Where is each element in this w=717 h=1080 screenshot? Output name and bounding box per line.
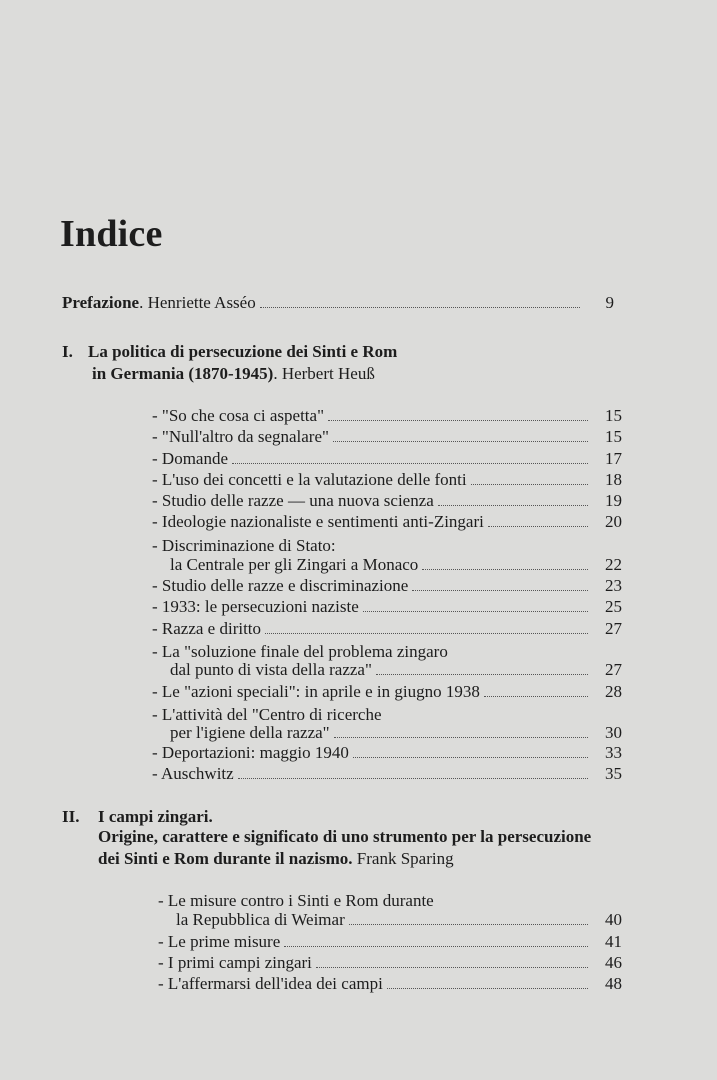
page-number: 9	[605, 293, 614, 312]
toc-entry-prefazione	[62, 293, 614, 314]
chapter-number: I.	[62, 342, 73, 361]
toc-entry	[176, 910, 622, 931]
toc-entry	[152, 512, 622, 533]
page-title: Indice	[60, 213, 163, 255]
entry-title-continued: per l'igiene della razza"	[170, 723, 330, 742]
page-number: 40	[605, 910, 622, 929]
leader-dots	[471, 472, 588, 485]
chapter-author: . Herbert Heuß	[273, 364, 375, 383]
page-number: 15	[605, 406, 622, 425]
entry-title: - L'affermarsi dell'idea dei campi	[158, 974, 383, 993]
toc-entry	[152, 619, 622, 640]
page-number: 30	[605, 723, 622, 742]
chapter-1-heading-line2	[92, 364, 375, 384]
page-number: 25	[605, 597, 622, 616]
toc-entry	[152, 597, 622, 618]
page-number: 19	[605, 491, 622, 510]
toc-entry	[152, 406, 622, 427]
entry-title-continued: la Centrale per gli Zingari a Monaco	[170, 555, 419, 574]
leader-dots	[376, 662, 588, 675]
page-number: 27	[605, 660, 622, 679]
page-number: 27	[605, 619, 622, 638]
entry-title: - Le "azioni speciali": in aprile e in giugno 1938	[152, 682, 480, 701]
leader-dots	[353, 745, 588, 758]
entry-title: - "Null'altro da segnalare"	[152, 427, 329, 446]
leader-dots	[422, 557, 588, 570]
leader-dots	[284, 934, 588, 947]
chapter-title: La politica di persecuzione dei Sinti e Rom	[88, 342, 398, 361]
entry-title-continued: la Repubblica di Weimar	[176, 910, 345, 929]
chapter-title: I campi zingari.	[98, 807, 213, 826]
chapter-1-heading	[62, 342, 397, 362]
leader-dots	[238, 766, 588, 779]
entry-title: - L'attività del "Centro di ricerche	[152, 705, 382, 724]
prefazione-label: Prefazione	[62, 293, 140, 312]
leader-dots	[349, 912, 588, 925]
leader-dots	[438, 493, 588, 506]
page-number: 23	[605, 576, 622, 595]
page-number: 17	[605, 449, 622, 468]
page-number: 41	[605, 932, 622, 951]
page-number: 28	[605, 682, 622, 701]
leader-dots	[260, 295, 580, 308]
page-number: 33	[605, 743, 622, 762]
toc-entry	[152, 764, 622, 785]
page-number: 15	[605, 427, 622, 446]
entry-title: - L'uso dei concetti e la valutazione delle fonti	[152, 470, 467, 489]
chapter-2-heading-line3	[98, 849, 454, 869]
page-number: 35	[605, 764, 622, 783]
entry-title: - Ideologie nazionaliste e sentimenti anti-Zingari	[152, 512, 484, 531]
toc-entry	[152, 470, 622, 491]
entry-title: - Domande	[152, 449, 229, 468]
toc-entry	[152, 427, 622, 448]
entry-title: - Razza e diritto	[152, 619, 262, 638]
chapter-author: Frank Sparing	[352, 849, 454, 868]
page-number: 46	[605, 953, 622, 972]
page-number: 20	[605, 512, 622, 531]
leader-dots	[387, 976, 588, 989]
leader-dots	[334, 725, 588, 738]
chapter-title: dei Sinti e Rom durante il nazismo.	[98, 849, 353, 868]
leader-dots	[316, 955, 588, 968]
chapter-2-heading-line2: Origine, carattere e significato di uno strumento per la persecuzione	[98, 827, 592, 846]
entry-title: - La "soluzione finale del problema zingaro	[152, 642, 448, 661]
toc-entry	[152, 576, 622, 597]
page-number: 22	[605, 555, 622, 574]
toc-entry	[152, 682, 622, 703]
leader-dots	[333, 429, 588, 442]
toc-entry	[152, 491, 622, 512]
entry-title: - "So che cosa ci aspetta"	[152, 406, 325, 425]
toc-entry	[152, 449, 622, 470]
toc-entry	[170, 555, 622, 576]
entry-title: - Studio delle razze — una nuova scienza	[152, 491, 434, 510]
entry-title-continued: dal punto di vista della razza"	[170, 660, 372, 679]
page-number: 48	[605, 974, 622, 993]
chapter-2-heading	[62, 807, 213, 827]
entry-title: - Discriminazione di Stato:	[152, 536, 336, 555]
toc-entry	[152, 743, 622, 764]
prefazione-author: . Henriette Asséo	[139, 293, 256, 312]
leader-dots	[488, 514, 588, 527]
leader-dots	[412, 578, 588, 591]
toc-entry	[158, 932, 622, 953]
leader-dots	[328, 408, 588, 421]
chapter-number: II.	[62, 807, 80, 826]
entry-title: - Le prime misure	[158, 932, 281, 951]
leader-dots	[265, 621, 588, 634]
chapter-title: in Germania (1870-1945)	[92, 364, 274, 383]
entry-title: - Studio delle razze e discriminazione	[152, 576, 409, 595]
leader-dots	[363, 599, 588, 612]
toc-entry	[170, 723, 622, 744]
entry-title: - Deportazioni: maggio 1940	[152, 743, 349, 762]
entry-title: - Auschwitz	[152, 764, 234, 783]
toc-entry	[158, 953, 622, 974]
leader-dots	[232, 451, 588, 464]
entry-title: - Le misure contro i Sinti e Rom durante	[158, 891, 434, 910]
entry-title: - 1933: le persecuzioni naziste	[152, 597, 359, 616]
toc-entry	[170, 660, 622, 681]
toc-entry	[158, 974, 622, 995]
entry-title: - I primi campi zingari	[158, 953, 312, 972]
leader-dots	[484, 684, 588, 697]
page-number: 18	[605, 470, 622, 489]
